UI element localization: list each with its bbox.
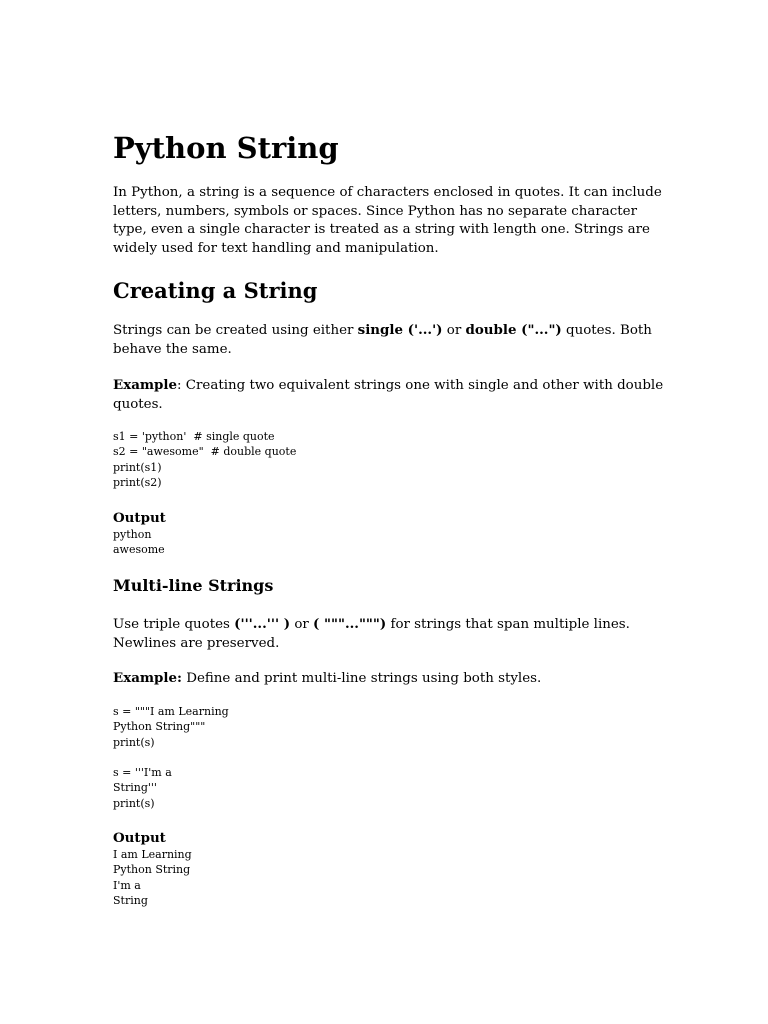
multiline-example-label: Example: [113, 670, 182, 686]
creating-example [113, 376, 673, 414]
multiline-example [113, 669, 673, 689]
double-quotes-label: double ("...") [465, 322, 562, 338]
creating-string-heading: Creating a String [113, 278, 318, 303]
multiline-output-block: I am Learning Python String I'm a String [113, 848, 192, 907]
creating-desc-or: or [442, 323, 466, 338]
triple-double-label: ( """...""") [313, 616, 387, 632]
creating-desc-suffix: quotes. Both behave the same. [113, 323, 652, 357]
multiline-heading: Multi-line Strings [113, 576, 274, 595]
single-quotes-label: single ('...') [357, 322, 443, 338]
multiline-desc-suffix: for strings that span multiple lines. Newlines are preserved. [113, 617, 630, 651]
example-label: Example [113, 377, 178, 393]
intro-paragraph: In Python, a string is a sequence of characters enclosed in quotes. It can include letters, numbers, symbols or spaces. Since Python has no separate character type, even a single character is treated as a string with length one. Strings are widely used for text handling and manipulation. [113, 185, 662, 256]
multiline-code-block-1: s = """I am Learning Python String""" print(s) [113, 705, 229, 749]
multiline-desc-prefix: Use triple quotes [113, 617, 235, 632]
creating-desc-prefix: Strings can be created using either [113, 323, 358, 338]
creating-description [113, 321, 673, 359]
multiline-example-text: Define and print multi-line strings using both styles. [181, 671, 542, 686]
page-title: Python String [113, 131, 339, 165]
triple-single-label: ('''...''' ) [234, 616, 291, 632]
creating-output-block: python awesome [113, 528, 165, 557]
creating-code-block: s1 = 'python' # single quote s2 = "awesome" # double quote print(s1) print(s2) [113, 430, 297, 489]
example-text: : Creating two equivalent strings one with single and other with double quotes. [113, 378, 664, 412]
creating-output-label: Output [113, 510, 166, 526]
multiline-code-block-2: s = '''I'm a String''' print(s) [113, 766, 172, 810]
multiline-output-label: Output [113, 830, 166, 846]
multiline-desc-or: or [290, 617, 314, 632]
multiline-description [113, 615, 673, 653]
